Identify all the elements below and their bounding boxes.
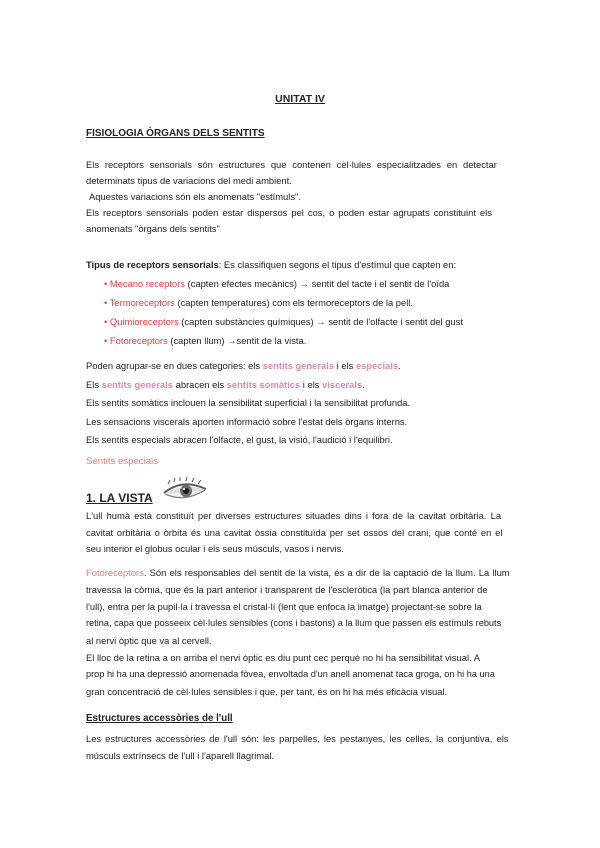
text-line: travessa la còrnia, que és la part anterior i transparent de l'escleròtica (la part blanca anterior de [86,584,488,595]
text-line: retina, capa que posseeix cèl·lules sensibles (cons i bastons) a la llum que passen els estímuls rebuts [86,618,502,628]
text-line: cavitat orbitària o òrbita és una cavitat òssia constituïda per set ossos del crani, que conté en el [86,526,503,538]
list-item [86,293,532,312]
groups-line-3: Els sentits somàtics inclouen la sensibilitat superficial i la sensibilitat profunda. [86,397,411,408]
highlight-general: sentits generals [101,378,174,390]
groups-line-1 [86,357,532,376]
text: i els [300,378,323,390]
receptor-name: Fotoreceptors [109,335,168,346]
text-line: músculs extrínsecs de l'ull i l'aparell llagrimal. [86,750,275,761]
receptor-types [86,256,532,350]
text-line: Les estructures accessòries de l'ull són: les parpelles, les pestanyes, les celles, la conjuntiva, els [86,733,509,744]
intro-line-5: anomenats "òrgans dels sentits" [86,223,220,234]
text-line: El lloc de la retina a on arriba el nervi òptic es diu punt cec perquè no hi ha sensibilitat visual. A [86,652,480,663]
highlight-somatics: sentits somàtics [226,378,301,390]
bullet: • [104,297,108,308]
vista-heading: 1. LA VISTA [86,491,153,505]
eye-icon [162,476,208,504]
groups-line-4: Les sensacions viscerals aporten informació sobre l'estat dels òrgans interns. [86,415,408,427]
receptor-name: Termoreceptors [109,297,175,308]
receptor-name: Quimioreceptors [109,316,179,327]
intro-line-1: Els receptors sensorials són estructures que contenen cèl·lules especialitzades en detectar [86,159,497,170]
text-line: gran concentració de cèl·lules sensibles i que, per tant, és on hi ha més eficàcia visual. [86,686,448,697]
receptor-types-list [86,274,532,350]
list-item [86,312,532,331]
intro-paragraph [86,157,532,237]
intro-line-4: Els receptors sensorials poden estar dispersos pel cos, o poden estar agrupats constituint els [86,207,492,218]
text: . [398,360,401,371]
text-line: seu interior el globus ocular i els seus músculs, vasos i nervis. [86,543,344,554]
bullet: • [104,335,108,346]
receptor-types-heading: Tipus de receptors sensorials [86,259,219,270]
text-line: prop hi ha una depressió anomenada fòvea, envoltada d'un anell anomenat taca groga, on hi ha una [86,669,495,679]
groups-line-2 [86,376,532,395]
intro-line-3: Aquestes variacions són els anomenats "estímuls". [89,191,301,202]
receptor-types-heading-rest: : Es classifiquen segons el tipus d'estímul que capten en: [218,259,457,270]
receptor-desc: (capten temperatures) com els termoreceptors de la pell. [174,297,413,308]
text-line: al nervi òptic que va al cervell. [86,635,212,646]
estructures-heading: Estructures accessòries de l'ull [86,713,233,724]
text: Poden agrupar-se en dues categories: els [86,360,263,371]
list-item [86,274,532,293]
bullet: • [104,316,108,327]
receptor-desc: (capten llum) →sentit de la vista. [167,335,307,346]
sense-groups [86,357,532,450]
receptor-desc: (capten efectes mecànics) → sentit del tacte i el sentit de l'oïda [184,278,450,289]
text-line: l'ull), entra per la pupil·la i travessa el cristal·lí (lent que enfoca la imatge) projectant-se sobre la [86,601,482,612]
unit-title: UNITAT IV [275,93,325,105]
text: i els [334,360,356,371]
special-senses-heading: Sentits especials [86,456,158,467]
text: . Són els responsables del sentit de la vista, és a dir de la captació de la llum. La llum [143,567,510,578]
text: Els [86,378,102,390]
receptor-name: Mecano receptors [109,278,185,289]
intro-line-2: determinats tipus de variacions del medi ambient. [86,175,292,186]
text: . [362,378,365,390]
section-subtitle: FISIOLOGIA ÒRGANS DELS SENTITS [86,128,265,139]
text: abracen els [173,378,227,390]
groups-line-5: Els sentits especials abracen l'olfacte, el gust, la visió, l'audició i l'equilibri. [86,434,393,445]
receptor-desc: (capten substàncies químiques) → sentit de l'olfacte i sentit del gust [178,316,463,327]
receptor-types-intro [86,256,532,274]
highlight-especials: especials [355,360,399,371]
text-line: L'ull humà està constituït per diverses estructures situades dins i fora de la cavitat orbitària. La [86,510,502,521]
vista-paragraph-1 [86,508,532,558]
text-line [86,564,532,581]
estructures-paragraph [86,730,532,764]
list-item [86,331,532,350]
highlight-general: sentits generals [262,360,335,371]
bullet: • [104,278,108,289]
highlight-viscerals: viscerals [322,378,363,390]
fotoreceptors-label: Fotoreceptors [86,567,144,578]
vista-paragraph-2 [86,564,532,700]
